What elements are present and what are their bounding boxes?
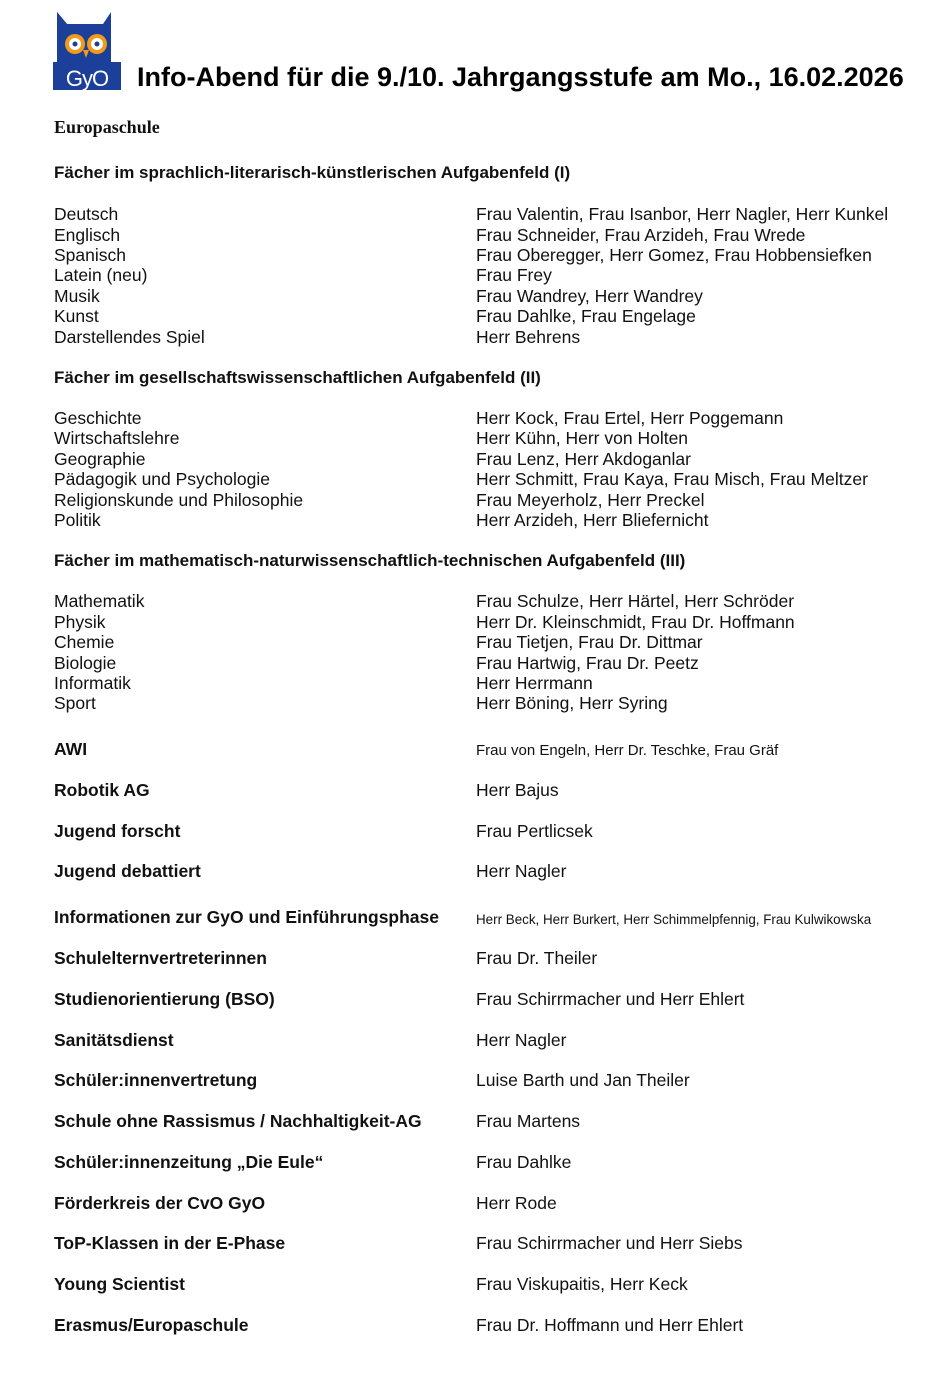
- section-heading-2: Fächer im gesellschaftswissenschaftlichen Aufgabenfeld (II): [54, 368, 541, 387]
- teacher-list: Herr Kühn, Herr von Holten: [476, 428, 689, 448]
- extra-contact: Frau Dr. Theiler: [476, 948, 598, 968]
- subject-row: [0, 693, 952, 713]
- owl-logo: [53, 10, 121, 90]
- extra-row: [0, 1192, 952, 1214]
- teacher-list: Herr Herrmann: [476, 673, 593, 693]
- extra-row: [0, 779, 952, 801]
- extra-title: Schule ohne Rassismus / Nachhaltigkeit-AG: [54, 1111, 422, 1131]
- subject-name: Informatik: [54, 673, 131, 693]
- extra-title: Informationen zur GyO und Einführungsphase: [54, 907, 440, 927]
- owl-logo-icon: [53, 10, 121, 90]
- extra-contact: Herr Nagler: [476, 861, 567, 881]
- extra-row: [0, 820, 952, 842]
- subject-name: Biologie: [54, 652, 117, 673]
- subject-row: [0, 591, 952, 611]
- subject-row: [0, 510, 952, 530]
- subject-row: [0, 469, 952, 489]
- subject-name: Politik: [54, 510, 101, 530]
- extra-contact: Frau Martens: [476, 1111, 581, 1131]
- extra-row: [0, 1151, 952, 1173]
- extra-contact: Herr Bajus: [476, 780, 559, 800]
- teacher-list: Frau Oberegger, Herr Gomez, Frau Hobbensiefken: [476, 245, 872, 265]
- subject-name: Mathematik: [54, 591, 145, 611]
- extra-title: Schüler:innenvertretung: [54, 1070, 258, 1090]
- teacher-list: Herr Kock, Frau Ertel, Herr Poggemann: [476, 408, 784, 428]
- teacher-list: Herr Böning, Herr Syring: [476, 693, 668, 713]
- teacher-list: Frau Tietjen, Frau Dr. Dittmar: [476, 632, 703, 652]
- page-title: Info-Abend für die 9./10. Jahrgangsstufe am Mo., 16.02.2026: [137, 62, 904, 92]
- teacher-list: Frau Dahlke, Frau Engelage: [476, 306, 696, 326]
- teacher-list: Herr Dr. Kleinschmidt, Frau Dr. Hoffmann: [476, 611, 795, 632]
- extra-contact: Frau Schirrmacher und Herr Ehlert: [476, 989, 745, 1009]
- subject-row: [0, 204, 952, 224]
- subject-row: [0, 490, 952, 510]
- extra-contact: Frau Viskupaitis, Herr Keck: [476, 1274, 688, 1294]
- extra-contact: Herr Nagler: [476, 1030, 567, 1050]
- subject-row: [0, 428, 952, 448]
- extra-contact: Herr Beck, Herr Burkert, Herr Schimmelpfennig, Frau Kulwikowska: [476, 912, 872, 927]
- extra-title: Schulelternvertreterinnen: [54, 948, 267, 968]
- extra-contact: Frau Dr. Hoffmann und Herr Ehlert: [476, 1315, 744, 1335]
- section-heading-1: Fächer im sprachlich-literarisch-künstlerischen Aufgabenfeld (I): [54, 163, 571, 182]
- extra-contact: Frau Schirrmacher und Herr Siebs: [476, 1233, 743, 1253]
- teacher-list: Frau Valentin, Frau Isanbor, Herr Nagler, Herr Kunkel: [476, 204, 889, 224]
- extra-row: [0, 906, 952, 928]
- extra-title: Schüler:innenzeitung „Die Eule“: [54, 1152, 324, 1172]
- section-heading-3: Fächer im mathematisch-naturwissenschaftlich-technischen Aufgabenfeld (III): [54, 551, 686, 570]
- subject-row: [0, 408, 952, 428]
- extra-row: [0, 947, 952, 969]
- subject-name: Spanisch: [54, 245, 126, 265]
- subject-row: [0, 632, 952, 652]
- extra-contact: Frau Dahlke: [476, 1152, 572, 1172]
- teacher-list: Frau Hartwig, Frau Dr. Peetz: [476, 652, 699, 673]
- school-label: Europaschule: [54, 117, 160, 137]
- subject-row: [0, 306, 952, 326]
- teacher-list: Herr Arzideh, Herr Bliefernicht: [476, 510, 709, 530]
- extra-row: [0, 988, 952, 1010]
- extra-title: Jugend debattiert: [54, 861, 201, 881]
- extra-row: [0, 1110, 952, 1132]
- subject-name: Geographie: [54, 448, 146, 469]
- subject-name: Latein (neu): [54, 265, 148, 285]
- subject-name: Wirtschaftslehre: [54, 428, 180, 448]
- subject-row: [0, 286, 952, 306]
- subject-name: Sport: [54, 693, 96, 713]
- subject-name: Physik: [54, 611, 106, 632]
- extra-title: Jugend forscht: [54, 821, 181, 841]
- extra-title: Robotik AG: [54, 780, 150, 800]
- teacher-list: Frau Schneider, Frau Arzideh, Frau Wrede: [476, 224, 806, 245]
- teacher-list: Frau Schulze, Herr Härtel, Herr Schröder: [476, 591, 795, 611]
- extra-row: [0, 1232, 952, 1254]
- subject-row: [0, 653, 952, 673]
- extra-title: ToP-Klassen in der E-Phase: [54, 1233, 286, 1253]
- subject-name: Deutsch: [54, 204, 119, 224]
- subject-name: Religionskunde und Philosophie: [54, 489, 304, 510]
- subject-row: [0, 245, 952, 265]
- extra-title: Studienorientierung (BSO): [54, 989, 275, 1009]
- subject-name: Musik: [54, 285, 100, 306]
- extra-title: Young Scientist: [54, 1274, 185, 1294]
- extra-title: Erasmus/Europaschule: [54, 1315, 249, 1335]
- subject-row: [0, 225, 952, 245]
- extra-contact: Frau Pertlicsek: [476, 821, 593, 841]
- subject-row: [0, 265, 952, 285]
- subject-name: Darstellendes Spiel: [54, 326, 205, 347]
- extra-row: [0, 1029, 952, 1051]
- extra-title: Förderkreis der CvO GyO: [54, 1193, 266, 1213]
- teacher-list: Herr Behrens: [476, 326, 581, 347]
- subject-row: [0, 612, 952, 632]
- extra-contact: Frau von Engeln, Herr Dr. Teschke, Frau Gräf: [476, 742, 779, 759]
- teacher-list: Frau Frey: [476, 265, 552, 285]
- subject-name: Chemie: [54, 632, 115, 652]
- teacher-list: Frau Wandrey, Herr Wandrey: [476, 285, 703, 306]
- extra-row: [0, 738, 952, 760]
- teacher-list: Frau Lenz, Herr Akdoganlar: [476, 448, 691, 469]
- subject-name: Pädagogik und Psychologie: [54, 469, 270, 489]
- subject-name: Geschichte: [54, 408, 142, 428]
- subject-name: Englisch: [54, 224, 121, 245]
- extra-contact: Luise Barth und Jan Theiler: [476, 1070, 690, 1090]
- extra-row: [0, 1069, 952, 1091]
- teacher-list: Herr Schmitt, Frau Kaya, Frau Misch, Frau Meltzer: [476, 469, 868, 489]
- extra-row: [0, 1314, 952, 1336]
- teacher-list: Frau Meyerholz, Herr Preckel: [476, 489, 705, 510]
- extra-row: [0, 1273, 952, 1295]
- subject-name: Kunst: [54, 306, 99, 326]
- extra-contact: Herr Rode: [476, 1193, 557, 1213]
- subject-row: [0, 673, 952, 693]
- subject-row: [0, 327, 952, 347]
- subject-row: [0, 449, 952, 469]
- extra-title: AWI: [54, 739, 88, 759]
- extra-row: [0, 860, 952, 882]
- svg-text:GyO: GyO: [65, 66, 109, 90]
- extra-title: Sanitätsdienst: [54, 1030, 174, 1050]
